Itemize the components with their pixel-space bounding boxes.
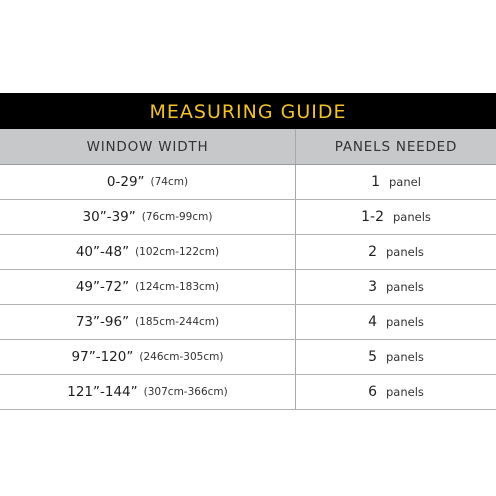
width-metric: (102cm-122cm) <box>135 246 220 258</box>
panel-unit: panels <box>386 385 424 399</box>
width-cell <box>0 165 296 199</box>
panels-cell <box>296 340 496 374</box>
panels-cell <box>296 270 496 304</box>
width-range: 30”-39” <box>82 209 136 225</box>
panel-unit: panels <box>386 245 424 259</box>
width-range: 97”-120” <box>71 349 134 365</box>
width-cell <box>0 340 296 374</box>
width-metric: (246cm-305cm) <box>139 351 224 363</box>
table-row <box>0 235 496 270</box>
width-range: 49”-72” <box>75 279 130 295</box>
panel-unit: panels <box>386 315 424 329</box>
table-row <box>0 375 496 410</box>
width-cell <box>0 200 296 234</box>
panels-cell <box>296 165 496 199</box>
table-row <box>0 165 496 200</box>
header-panels-needed: PANELS NEEDED <box>334 138 458 155</box>
panels-cell <box>296 235 496 269</box>
panels-cell <box>296 375 496 409</box>
width-metric: (74cm) <box>150 176 189 188</box>
panel-count: 2 <box>368 244 377 260</box>
width-range: 121”-144” <box>67 384 138 400</box>
panel-count: 4 <box>368 314 377 330</box>
panels-cell <box>296 305 496 339</box>
width-metric: (185cm-244cm) <box>135 316 220 328</box>
panel-unit: panels <box>386 350 424 364</box>
width-metric: (76cm-99cm) <box>141 211 213 223</box>
table-row <box>0 305 496 340</box>
measuring-guide-table <box>0 93 496 410</box>
width-range: 40”-48” <box>75 244 130 260</box>
width-cell <box>0 235 296 269</box>
width-metric: (307cm-366cm) <box>143 386 228 398</box>
table-row <box>0 340 496 375</box>
panel-count: 5 <box>368 349 377 365</box>
width-cell <box>0 270 296 304</box>
table-row <box>0 200 496 235</box>
panel-count: 3 <box>368 279 377 295</box>
panel-unit: panels <box>386 280 424 294</box>
width-range: 73”-96” <box>75 314 130 330</box>
panel-count: 1 <box>371 174 380 190</box>
width-cell <box>0 375 296 409</box>
panels-cell <box>296 200 496 234</box>
header-row <box>0 129 496 165</box>
header-window-width: WINDOW WIDTH <box>0 129 296 164</box>
panel-count: 1-2 <box>361 209 384 225</box>
panel-unit: panel <box>389 175 421 189</box>
width-metric: (124cm-183cm) <box>135 281 220 293</box>
width-range: 0-29” <box>106 174 145 190</box>
table-row <box>0 270 496 305</box>
panel-unit: panels <box>392 210 431 224</box>
panel-count: 6 <box>368 384 377 400</box>
title-bar <box>0 93 496 129</box>
width-cell <box>0 305 296 339</box>
guide-title: MEASURING GUIDE <box>149 101 347 123</box>
